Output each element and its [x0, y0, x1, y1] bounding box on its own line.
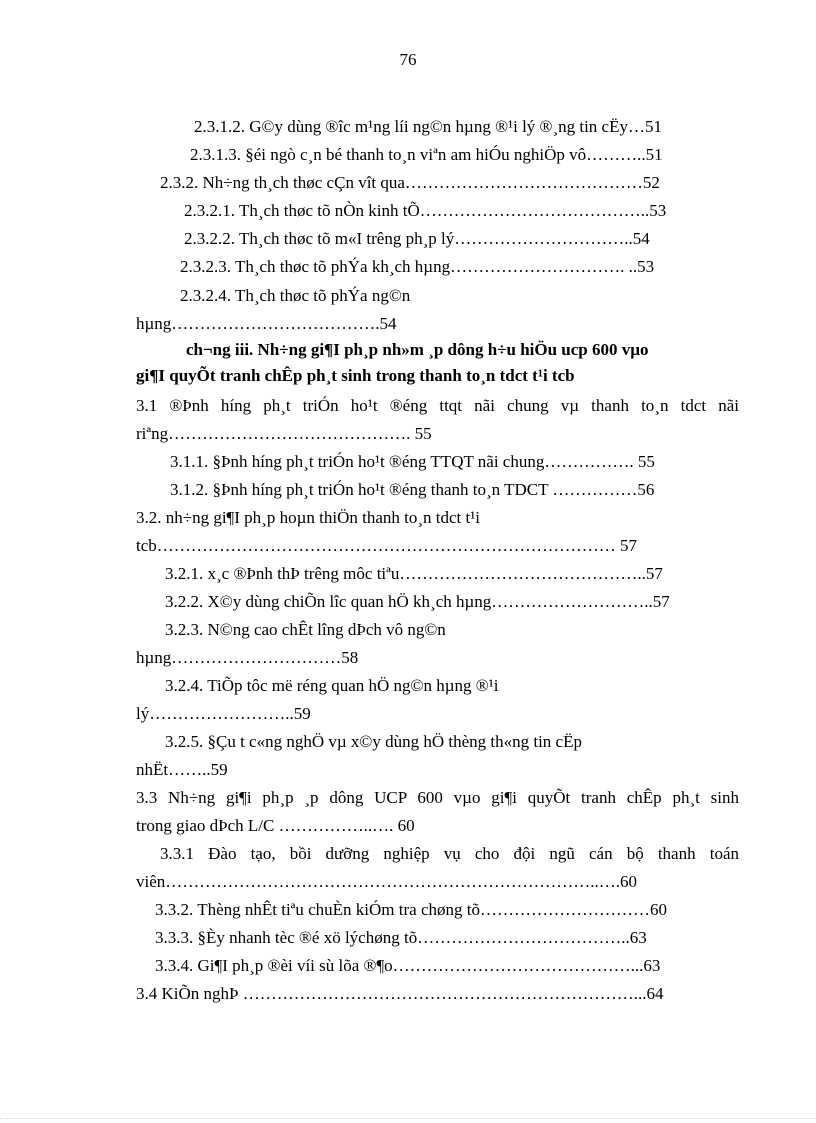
toc-entry-3-4: 3.4 KiÕn nghÞ ……………………………………………………………...64	[136, 984, 664, 1003]
toc-entry-3-3-3: 3.3.3. §Èy nhanh tèc ®é xö lýchøng tõ………………………………..63	[155, 928, 647, 947]
toc-entry-3-2-5: 3.2.5. §Çu t c«ng nghÖ vµ x©y dùng hÖ thèng th«ng tin cËp	[165, 732, 582, 751]
chapter-3-heading-line2: gi¶I quyÕt tranh chÊp ph¸t sinh trong thanh to¸n tdct t¹i tcb	[136, 366, 575, 385]
toc-entry-3-2-4-cont: lý……………………..59	[136, 704, 311, 723]
toc-entry-3-2-4: 3.2.4. TiÕp tôc më réng quan hÖ ng©n hµng ®¹i	[165, 676, 499, 695]
toc-entry-3-2-cont: tcb……………………………………………………………………… 57	[136, 536, 638, 555]
toc-entry-2-3-2-3: 2.3.2.3. Th¸ch thøc tõ phÝa kh¸ch hµng…………………………. ..53	[180, 257, 655, 276]
toc-entry-3-2: 3.2. nh÷ng gi¶I ph¸p hoµn thiÖn thanh to¸n tdct t¹i	[136, 508, 481, 527]
toc-entry-2-3-2-1: 2.3.2.1. Th¸ch thøc tõ nÒn kinh tÕ…………………………………..53	[184, 201, 667, 220]
toc-entry-2-3-1-2: 2.3.1.2. G©y dùng ®îc m¹ng líi ng©n hµng ®¹i lý ®¸ng tin cËy…51	[194, 117, 662, 136]
toc-entry-3-3-2: 3.3.2. Thèng nhÊt tiªu chuÈn kiÓm tra chøng tõ…………………………60	[155, 900, 667, 919]
toc-entry-2-3-2-4: 2.3.2.4. Th¸ch thøc tõ phÝa ng©n	[180, 286, 411, 305]
toc-entry-3-3-1-cont: viên…………………………………………………………………..….60	[136, 872, 638, 891]
bottom-dotted-rule	[0, 1118, 816, 1119]
toc-entry-3-3-cont: trong giao dÞch L/C ……………..…. 60	[136, 816, 415, 835]
toc-entry-3-1-cont: riªng……………………………………. 55	[136, 424, 432, 443]
chapter-3-heading-line1: ch¬ng iii. Nh÷ng gi¶I ph¸p nh»m ¸p dông h÷u hiÖu ucp 600 vµo	[186, 340, 649, 359]
page-number: 76	[399, 50, 417, 69]
toc-entry-3-2-5-cont: nhËt……..59	[136, 760, 228, 779]
toc-entry-2-3-2-4-cont: hµng……………………………….54	[136, 314, 397, 333]
toc-entry-3-1: 3.1 ®Þnh híng ph¸t triÓn ho¹t ®éng ttqt nãi chung vµ thanh to¸n tdct nãi	[136, 396, 739, 415]
toc-entry-2-3-1-3: 2.3.1.3. §éi ngò c¸n bé thanh to¸n viªn am hiÓu nghiÖp vô………..51	[190, 145, 663, 164]
toc-entry-3-2-2: 3.2.2. X©y dùng chiÕn lîc quan hÖ kh¸ch hµng………………………..57	[165, 592, 670, 611]
toc-entry-3-1-2: 3.1.2. §Þnh híng ph¸t triÓn ho¹t ®éng thanh to¸n TDCT ……………56	[170, 480, 655, 499]
toc-entry-3-2-3: 3.2.3. N©ng cao chÊt lîng dÞch vô ng©n	[165, 620, 446, 639]
toc-entry-2-3-2-2: 2.3.2.2. Th¸ch thøc tõ m«I trêng ph¸p lý…………………………..54	[184, 229, 650, 248]
toc-entry-3-2-3-cont: hµng…………………………58	[136, 648, 359, 667]
toc-entry-3-3-1: 3.3.1 Đào tạo, bồi dưỡng nghiệp vụ cho đội ngũ cán bộ thanh toán	[160, 844, 739, 863]
toc-entry-3-3: 3.3 Nh÷ng gi¶i ph¸p ¸p dông UCP 600 vµo gi¶i quyÕt tranh chÊp ph¸t sinh	[136, 788, 739, 807]
toc-entry-3-3-4: 3.3.4. Gi¶I ph¸p ®èi víi sù lõa ®¶o……………………………………...63	[155, 956, 661, 975]
toc-entry-3-1-1: 3.1.1. §Þnh híng ph¸t triÓn ho¹t ®éng TTQT nãi chung……………. 55	[170, 452, 655, 471]
toc-entry-2-3-2: 2.3.2. Nh÷ng th¸ch thøc cÇn vît qua……………………………………52	[160, 173, 660, 192]
toc-entry-3-2-1: 3.2.1. x¸c ®Þnh thÞ trêng môc tiªu……………………………………..57	[165, 564, 663, 583]
